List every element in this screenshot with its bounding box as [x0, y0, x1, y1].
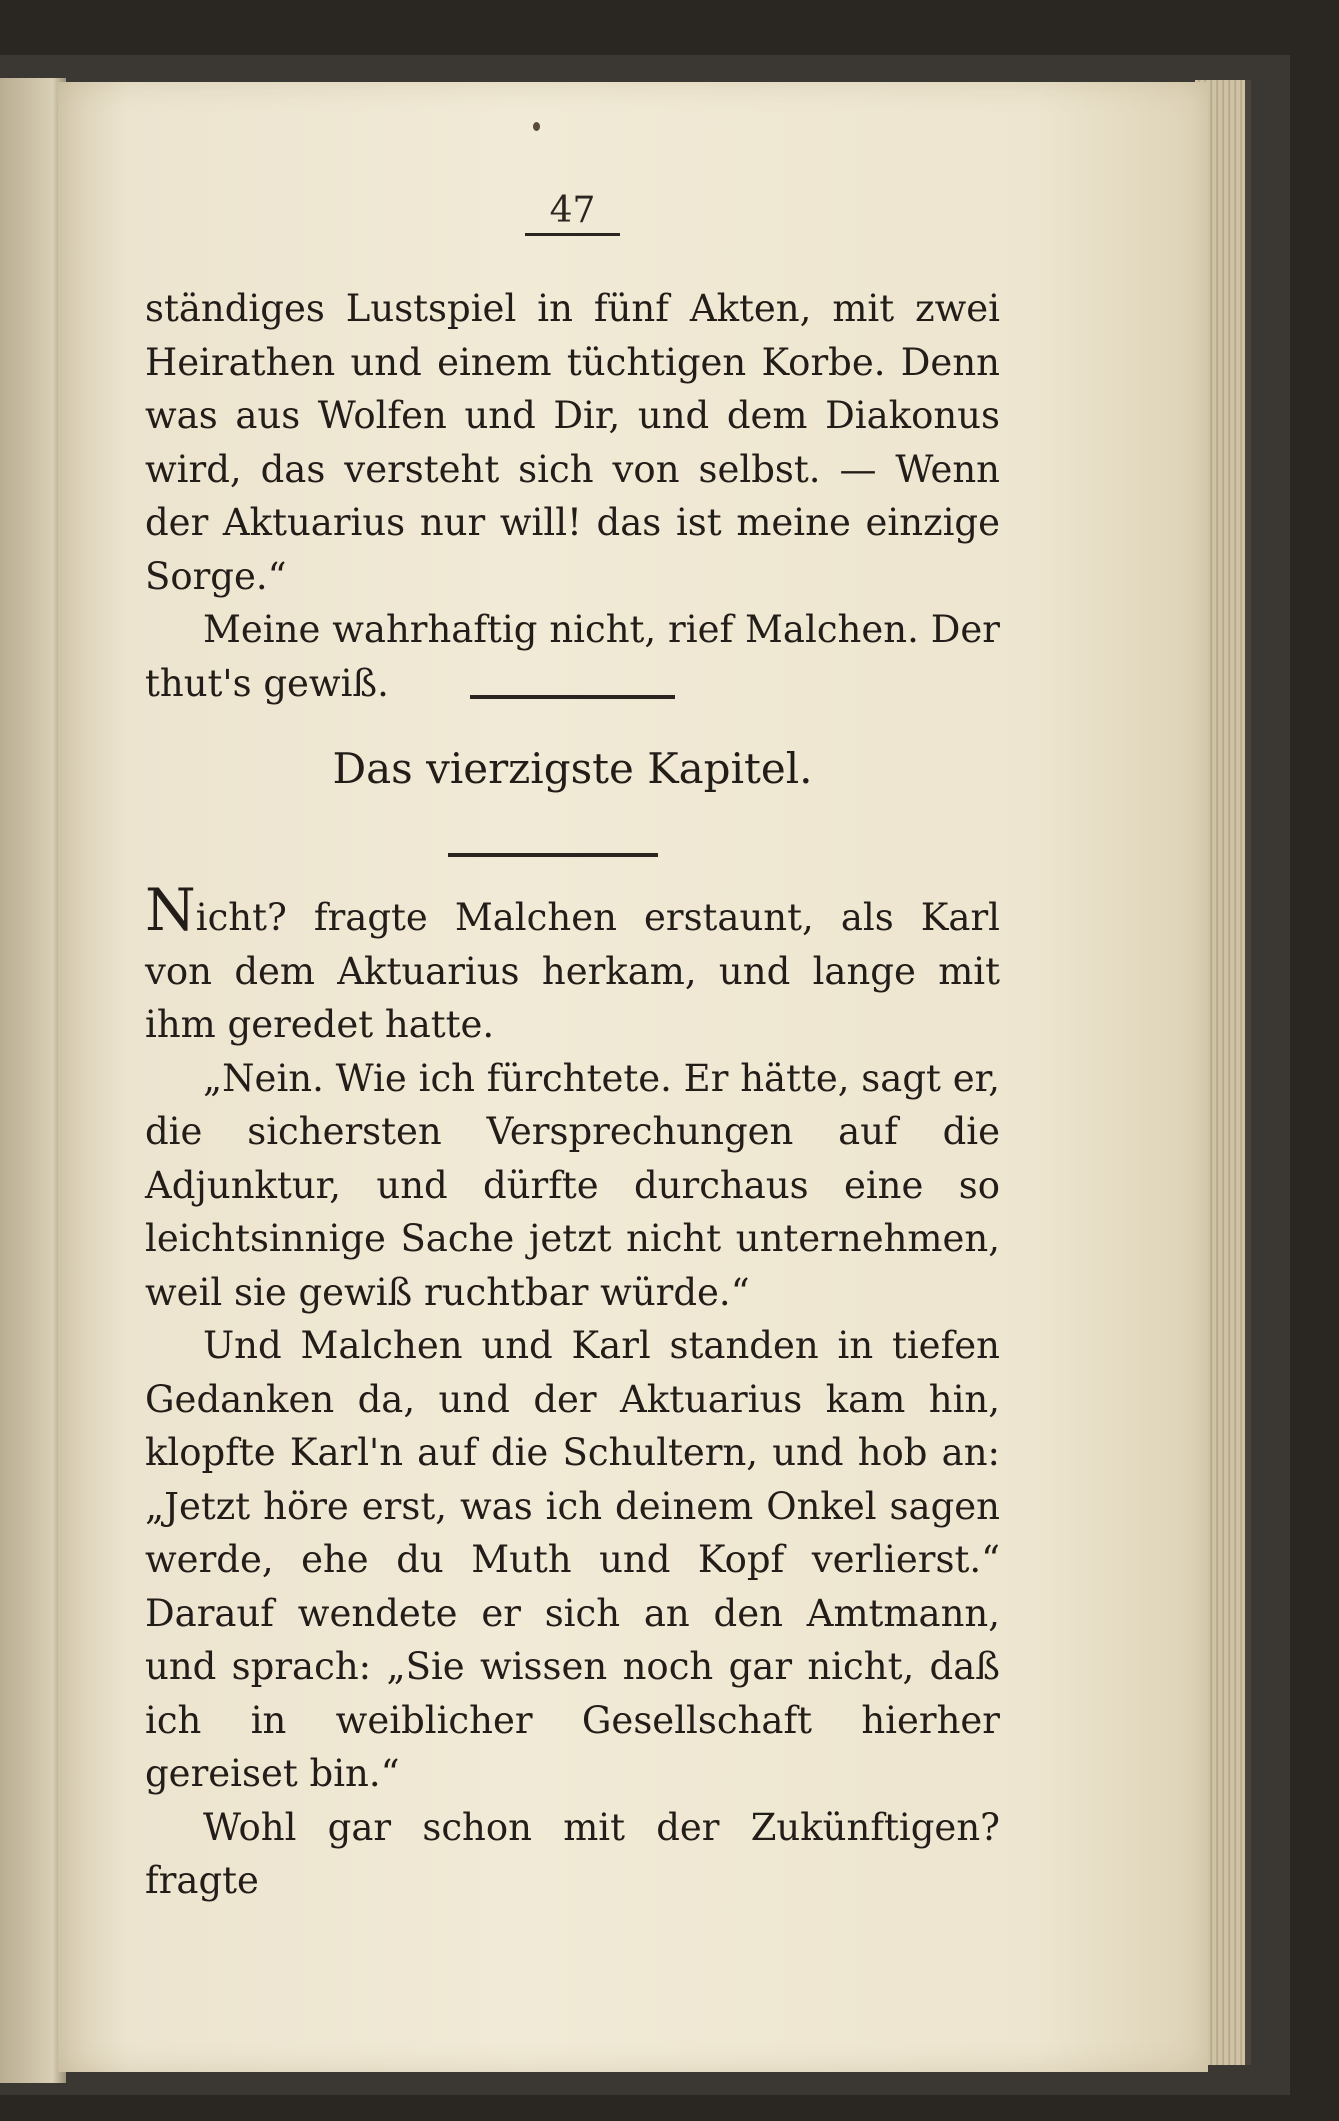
- paragraph: Wohl gar schon mit der Zukünftigen? fragte: [145, 1805, 1000, 1902]
- opening-paragraph: [145, 876, 1000, 1052]
- chapter-title: Das vierzigste Kapitel.: [332, 744, 813, 793]
- drop-cap: N: [145, 876, 196, 944]
- paragraph: „Nein. Wie ich fürchtete. Er hätte, sagt er, die sichersten Versprechungen auf die Adjunktur, und dürfte durchaus eine so leichtsinnige Sache jetzt nicht unternehmen, weil sie gewiß ruchtbar würde.“: [145, 1056, 1000, 1314]
- chapter-rule-bottom: [448, 853, 658, 857]
- chapter-text: [145, 876, 1000, 1908]
- text-before-chapter: [145, 282, 1000, 710]
- paragraph: Meine wahrhaftig nicht, rief Malchen. Der thut's gewiß.: [145, 608, 1000, 705]
- page-number: 47: [525, 190, 620, 236]
- chapter-rule-top: [470, 695, 675, 699]
- ink-speck: [533, 122, 540, 131]
- opening-text: icht? fragte Malchen erstaunt, als Karl von dem Aktuarius herkam, und lange mit ihm geredet hatte.: [145, 896, 1000, 1046]
- paragraph: Und Malchen und Karl standen in tiefen Gedanken da, und der Aktuarius kam hin, klopfte Karl'n auf die Schultern, und hob an: „Jetzt höre erst, was ich deinem Onkel sagen werde, ehe du Muth und Kopf verlierst.“ Darauf wendete er sich an den Amtmann, und sprach: „Sie wissen noch gar nicht, daß ich in weiblicher Gesellschaft hierher gereiset bin.“: [145, 1324, 1000, 1795]
- left-page-edge: [0, 78, 66, 2083]
- paragraph-continuation: ständiges Lustspiel in fünf Akten, mit zwei Heirathen und einem tüchtigen Korbe. Denn was aus Wolfen und Dir, und dem Diakonus wird, das versteht sich von selbst. — Wenn der Aktuarius nur will! das ist meine einzige Sorge.“: [145, 287, 1000, 598]
